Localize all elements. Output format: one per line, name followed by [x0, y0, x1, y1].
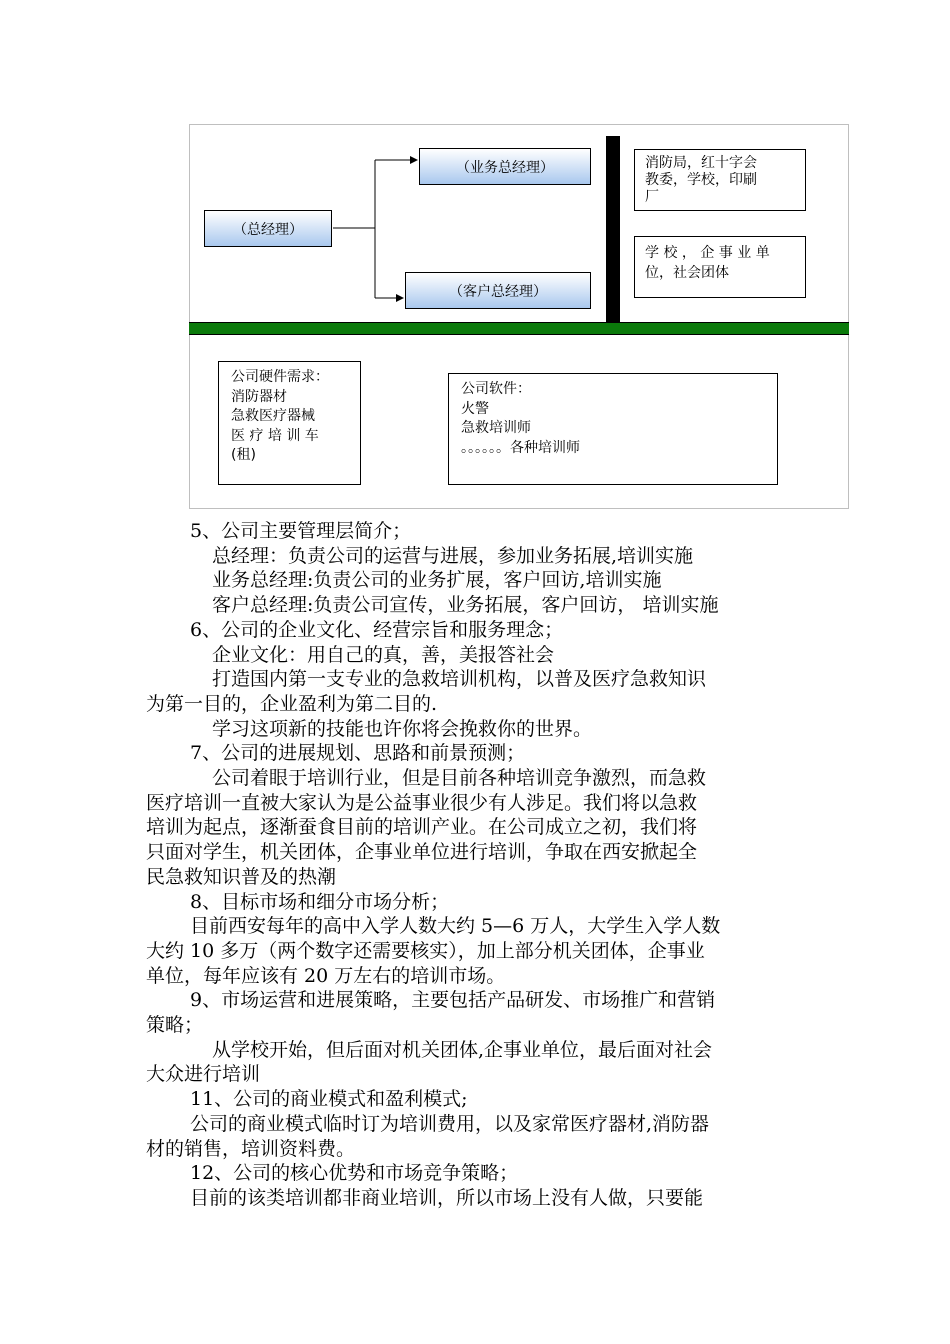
text-line: 策略；	[146, 1014, 204, 1037]
section-heading-9: 9、市场运营和进展策略，主要包括产品研发、市场推广和营销	[190, 989, 716, 1012]
partners-1-line: 教委，学校，印刷	[645, 172, 757, 188]
software-line: 火警	[461, 400, 489, 417]
text-line: 培训为起点，逐渐蚕食目前的培训产业。在公司成立之初，我们将	[146, 816, 698, 839]
text-line: 目前西安每年的高中入学人数大约 5—6 万人，大学生入学人数	[190, 915, 721, 938]
text-line: 民急救知识普及的热潮	[146, 865, 337, 888]
hardware-needs-box	[218, 361, 361, 485]
hardware-line: (租)	[231, 447, 256, 463]
hardware-line: 消防器材	[231, 388, 287, 405]
section-heading-8: 8、目标市场和细分市场分析；	[190, 890, 450, 913]
hardware-line: 医 疗 培 训 车	[231, 427, 319, 444]
text-line: 大约 10 多万（两个数字还需要核实），加上部分机关团体，企事业	[146, 939, 705, 962]
text-line: 学习这项新的技能也许你将会挽救你的世界。	[212, 717, 593, 740]
text-line: 为第一目的，企业盈利为第二目的.	[146, 692, 438, 715]
section-heading-5: 5、公司主要管理层简介；	[190, 520, 412, 542]
partners-box-1	[634, 149, 806, 211]
document-body	[146, 519, 806, 1211]
text-line: 大众进行培训	[146, 1063, 261, 1086]
text-line: 医疗培训一直被大家认为是公益事业很少有人涉足。我们将以急救	[146, 791, 698, 814]
hardware-line: 急救医疗器械	[231, 408, 315, 424]
text-line: 客户总经理:负责公司宣传，业务拓展，客户回访， 培训实施	[212, 594, 719, 617]
text-line: 材的销售，培训资料费。	[146, 1137, 356, 1160]
text-line: 目前的该类培训都非商业培训，所以市场上没有人做，只要能	[190, 1186, 704, 1209]
section-heading-6: 6、公司的企业文化、经营宗旨和服务理念；	[190, 618, 564, 641]
section-heading-12: 12、公司的核心优势和市场竞争策略；	[190, 1162, 519, 1185]
software-line: 。。。。。。各种培训师	[461, 439, 580, 456]
text-line: 总经理：负责公司的运营与进展，参加业务拓展,培训实施	[212, 544, 694, 567]
business-gm-box: （业务总经理）	[419, 148, 591, 185]
partners-2-line: 学 校 ， 企 事 业 单	[645, 245, 770, 261]
text-line: 从学校开始，但后面对机关团体,企事业单位，最后面对社会	[212, 1038, 713, 1061]
hardware-line: 公司硬件需求：	[231, 369, 329, 385]
partners-1-line: 厂	[645, 189, 659, 205]
text-line: 单位，每年应该有 20 万左右的培训市场。	[146, 964, 506, 987]
section-heading-7: 7、公司的进展规划、思路和前景预测；	[190, 742, 526, 765]
green-divider	[189, 322, 849, 335]
text-line: 企业文化：用自己的真，善，美报答社会	[212, 643, 555, 666]
software-line: 急救培训师	[461, 420, 531, 436]
software-line: 公司软件：	[461, 381, 531, 397]
vertical-divider	[606, 136, 620, 324]
text-line: 业务总经理:负责公司的业务扩展，客户回访,培训实施	[212, 569, 662, 592]
partners-2-line: 位，社会团体	[645, 265, 729, 281]
partners-1-line: 消防局，红十字会	[645, 155, 757, 171]
text-line: 公司的商业模式临时订为培训费用，以及家常医疗器材,消防器	[190, 1112, 710, 1135]
section-heading-11: 11、公司的商业模式和盈利模式;	[190, 1088, 468, 1111]
software-box	[448, 373, 778, 485]
text-line: 打造国内第一支专业的急救培训机构，以普及医疗急救知识	[212, 668, 707, 691]
text-line: 公司着眼于培训行业，但是目前各种培训竞争激烈，而急救	[212, 767, 707, 790]
partners-box-2	[634, 236, 806, 298]
text-line: 只面对学生，机关团体，企事业单位进行培训，争取在西安掀起全	[146, 841, 698, 864]
customer-gm-box: （客户总经理）	[405, 272, 591, 309]
general-manager-box: （总经理）	[204, 210, 332, 247]
